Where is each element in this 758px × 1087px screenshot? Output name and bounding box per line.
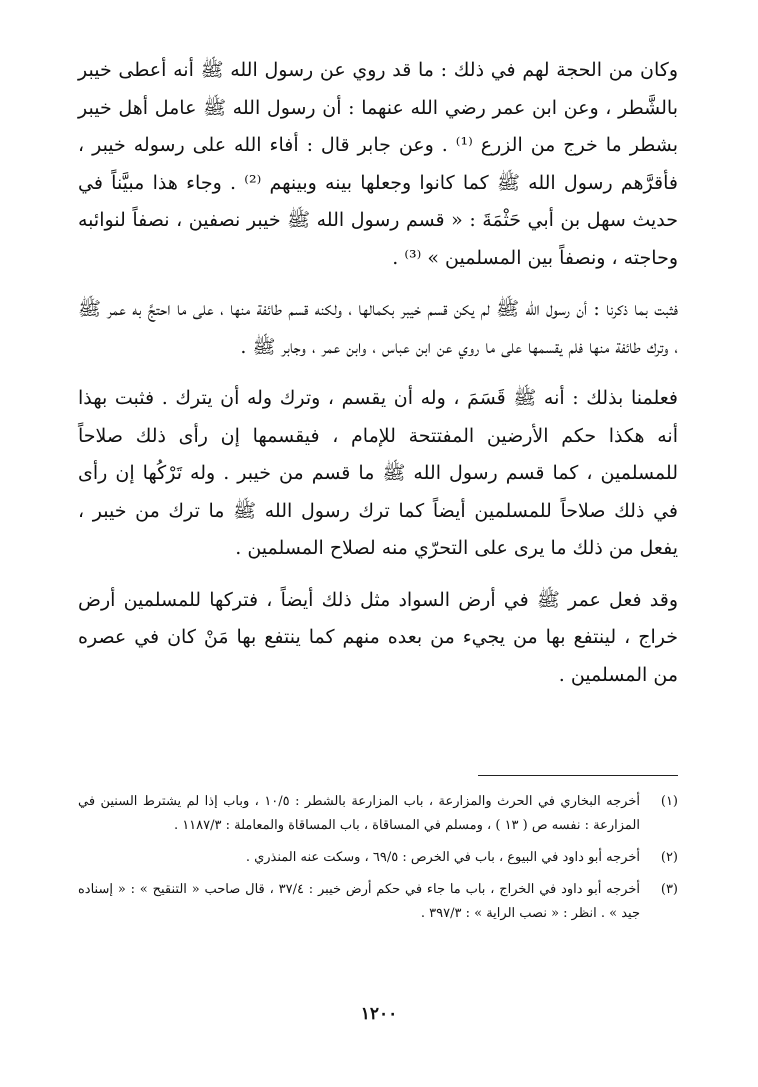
paragraph: وكان من الحجة لهم في ذلك : ما قد روي عن رسول الله ﷺ أنه أعطى خيبر بالشَّطر ، وعن ابن عمر رضي الله عنهما : أن رسول الله ﷺ عامل أهل خيبر بشطر ما خرج من الزرع ⁽¹⁾ . وعن جابر قال : أفاء الله على رسوله خيبر ، فأقرَّهم رسول الله ﷺ كما كانوا وجعلها بينه وبينهم ⁽²⁾ . وجاء هذا مبيَّناً في حديث سهل بن أبي حَثْمَةَ : « قسم رسول الله ﷺ خيبر نصفين ، نصفاً لنوائبه وحاجته ، ونصفاً بين المسلمين » ⁽³⁾ . [78, 59, 678, 269]
paragraph: وقد فعل عمر ﷺ في أرض السواد مثل ذلك أيضاً ، فتركها للمسلمين أرض خراج ، لينتفع بها من يجيء من بعده منهم كما ينتفع بها مَنْ كان في عصره من المسلمين . [78, 588, 678, 686]
paragraph: فثبت بما ذكرنا : أن رسول الله ﷺ لم يكن قسم خيبر بكمالها ، ولكنه قسم طائفة منها ، على ما احتجَّ به عمر ﷺ ، وترك طائفة منها فلم يقسمها على ما روي عن ابن عباس ، وابن عمر ، وجابر ﷺ . [78, 298, 678, 358]
footnotes [78, 790, 678, 934]
footnote-separator [478, 775, 678, 776]
footnote-number: (٣) [660, 882, 678, 897]
footnote [78, 790, 678, 838]
footnote-number: (١) [660, 794, 678, 809]
footnote-number: (٢) [660, 850, 678, 865]
footnote-text: أخرجه أبو داود في الخراج ، باب ما جاء في حكم أرض خيبر : ٣٧/٤ ، قال صاحب « التنقيح » : « إسناده جيد » . انظر : « نصب الراية » : ٣٩٧/٣ . [78, 882, 640, 921]
page-number: ١٢٠٠ [360, 1004, 398, 1024]
paragraph: فعلمنا بذلك : أنه ﷺ قَسَمَ ، وله أن يقسم ، وترك وله أن يترك . فثبت بهذا أنه هكذا حكم الأرضين المفتتحة للإمام ، فيقسمها إن رأى ذلك صلاحاً للمسلمين ، كما قسم رسول الله ﷺ ما قسم من خيبر . وله تَرْكُها إن رأى في ذلك صلاحاً للمسلمين أيضاً كما ترك رسول الله ﷺ ما ترك من خيبر ، يفعل من ذلك ما يرى على التحرّي منه لصلاح المسلمين . [78, 387, 678, 559]
footnote [78, 846, 678, 870]
footnote [78, 878, 678, 926]
footnote-text: أخرجه أبو داود في البيوع ، باب في الخرص : ٦٩/٥ ، وسكت عنه المنذري . [245, 850, 640, 865]
main-text [78, 52, 678, 694]
footnote-text: أخرجه البخاري في الحرث والمزارعة ، باب المزارعة بالشطر : ١٠/٥ ، وباب إذا لم يشترط السنين في المزارعة : نفسه ص ( ١٣ ) ، ومسلم في المساقاة ، باب المساقاة والمعاملة : ١١٨٧/٣ . [78, 794, 641, 833]
